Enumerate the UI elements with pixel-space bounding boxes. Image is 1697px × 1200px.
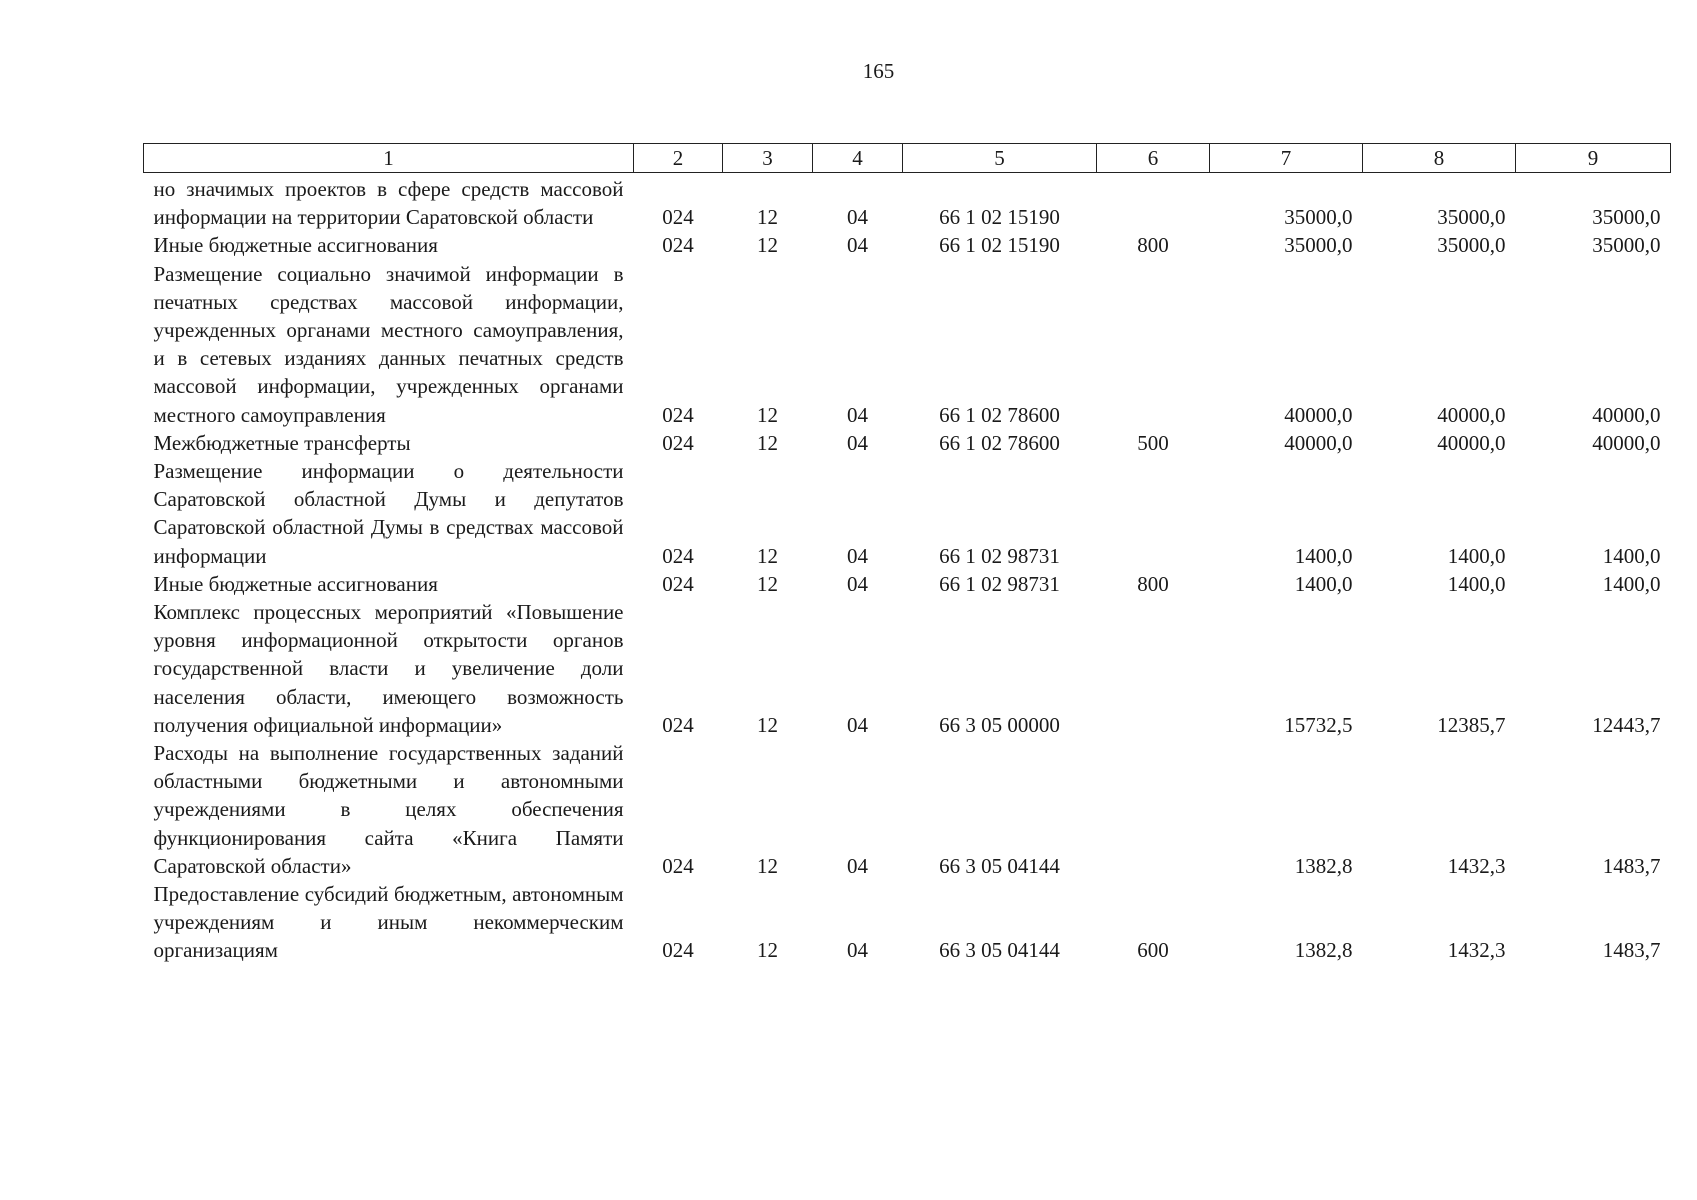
table-row xyxy=(144,457,1671,570)
row-amount-8-cell: 12385,7 xyxy=(1437,712,1506,737)
row-name-cell: но значимых проектов в сфере средств массовой информации на территории Саратовской области xyxy=(153,177,624,230)
row-code-6-cell xyxy=(1097,173,1210,232)
row-code-6-cell xyxy=(1097,739,1210,880)
row-code-3-cell: 12 xyxy=(757,233,778,258)
row-amount-8-cell: 1432,3 xyxy=(1447,938,1506,963)
row-amount-8-cell: 40000,0 xyxy=(1437,430,1506,455)
row-code-5-cell: 66 3 05 04144 xyxy=(939,853,1060,878)
table-row xyxy=(144,231,1671,259)
table-row xyxy=(144,739,1671,880)
row-name-cell: Иные бюджетные ассигнования xyxy=(153,571,438,596)
row-code-6-cell: 600 xyxy=(1137,938,1169,963)
row-amount-9-cell: 12443,7 xyxy=(1592,712,1661,737)
column-header-9: 9 xyxy=(1516,144,1671,173)
row-amount-8-cell: 1400,0 xyxy=(1447,571,1506,596)
row-code-6-cell: 800 xyxy=(1137,233,1169,258)
row-code-5-cell: 66 1 02 78600 xyxy=(939,430,1060,455)
row-amount-7-cell: 35000,0 xyxy=(1284,205,1353,230)
row-code-6-cell xyxy=(1097,598,1210,739)
row-amount-7-cell: 40000,0 xyxy=(1284,430,1353,455)
table-row xyxy=(144,598,1671,739)
row-code-3-cell: 12 xyxy=(757,402,778,427)
row-amount-9-cell: 35000,0 xyxy=(1592,233,1661,258)
row-code-5-cell: 66 3 05 04144 xyxy=(939,938,1060,963)
column-header-1: 1 xyxy=(144,144,634,173)
table-body xyxy=(144,173,1671,965)
row-name-cell: Межбюджетные трансферты xyxy=(153,430,411,455)
row-code-3-cell: 12 xyxy=(757,853,778,878)
row-code-3-cell: 12 xyxy=(757,205,778,230)
row-code-2-cell: 024 xyxy=(662,402,694,427)
row-code-2-cell: 024 xyxy=(662,571,694,596)
table-header xyxy=(144,144,1671,173)
row-code-6-cell xyxy=(1097,260,1210,429)
budget-table xyxy=(143,143,1671,965)
row-code-2-cell: 024 xyxy=(662,205,694,230)
column-header-2: 2 xyxy=(634,144,723,173)
row-amount-9-cell: 35000,0 xyxy=(1592,205,1661,230)
row-code-2-cell: 024 xyxy=(662,543,694,568)
column-header-6: 6 xyxy=(1097,144,1210,173)
row-code-4-cell: 04 xyxy=(847,233,868,258)
row-code-4-cell: 04 xyxy=(847,205,868,230)
row-code-5-cell: 66 1 02 15190 xyxy=(939,205,1060,230)
table-row xyxy=(144,570,1671,598)
row-amount-7-cell: 1400,0 xyxy=(1294,571,1353,596)
row-code-3-cell: 12 xyxy=(757,430,778,455)
row-code-2-cell: 024 xyxy=(662,430,694,455)
row-amount-9-cell: 1400,0 xyxy=(1602,543,1661,568)
row-amount-8-cell: 40000,0 xyxy=(1437,402,1506,427)
row-amount-7-cell: 40000,0 xyxy=(1284,402,1353,427)
row-amount-9-cell: 40000,0 xyxy=(1592,402,1661,427)
row-code-5-cell: 66 1 02 15190 xyxy=(939,233,1060,258)
row-code-2-cell: 024 xyxy=(662,853,694,878)
table-row xyxy=(144,880,1671,965)
row-amount-9-cell: 40000,0 xyxy=(1592,430,1661,455)
row-code-4-cell: 04 xyxy=(847,402,868,427)
row-code-4-cell: 04 xyxy=(847,430,868,455)
row-amount-9-cell: 1483,7 xyxy=(1602,853,1661,878)
row-code-6-cell: 500 xyxy=(1137,430,1169,455)
table-row xyxy=(144,173,1671,232)
header-row xyxy=(144,144,1671,173)
row-amount-8-cell: 1432,3 xyxy=(1447,853,1506,878)
row-amount-7-cell: 35000,0 xyxy=(1284,233,1353,258)
column-header-4: 4 xyxy=(813,144,903,173)
row-amount-8-cell: 1400,0 xyxy=(1447,543,1506,568)
row-name-cell: Иные бюджетные ассигнования xyxy=(153,233,438,258)
row-name-cell: Предоставление субсидий бюджетным, автономным учреждениям и иным некоммерческим организациям xyxy=(153,882,624,963)
table-row xyxy=(144,429,1671,457)
row-name-cell: Расходы на выполнение государственных заданий областными бюджетными и автономными учреждениями в целях обеспечения функционирования сайта «Книга Памяти Саратовской области» xyxy=(153,741,624,878)
row-name-cell: Размещение информации о деятельности Саратовской областной Думы и депутатов Саратовской областной Думы в средствах массовой информации xyxy=(153,459,624,568)
row-amount-7-cell: 1382,8 xyxy=(1294,853,1353,878)
row-code-4-cell: 04 xyxy=(847,938,868,963)
row-code-4-cell: 04 xyxy=(847,712,868,737)
row-amount-7-cell: 15732,5 xyxy=(1284,712,1353,737)
column-header-5: 5 xyxy=(903,144,1097,173)
row-code-5-cell: 66 1 02 78600 xyxy=(939,402,1060,427)
row-amount-9-cell: 1483,7 xyxy=(1602,938,1661,963)
row-name-cell: Размещение социально значимой информации в печатных средствах массовой информации, учрежденных органами местного самоуправления, и в сетевых изданиях данных печатных средств массовой информации, учрежденных органами местного самоуправления xyxy=(153,261,624,427)
row-code-5-cell: 66 1 02 98731 xyxy=(939,571,1060,596)
row-code-2-cell: 024 xyxy=(662,712,694,737)
row-name-cell: Комплекс процессных мероприятий «Повышение уровня информационной открытости органов государственной власти и увеличение доли населения области, имеющего возможность получения официальной информации» xyxy=(153,600,624,737)
row-code-6-cell: 800 xyxy=(1137,571,1169,596)
row-code-3-cell: 12 xyxy=(757,712,778,737)
row-code-4-cell: 04 xyxy=(847,853,868,878)
row-code-5-cell: 66 3 05 00000 xyxy=(939,712,1060,737)
row-code-5-cell: 66 1 02 98731 xyxy=(939,543,1060,568)
row-code-3-cell: 12 xyxy=(757,543,778,568)
row-amount-7-cell: 1400,0 xyxy=(1294,543,1353,568)
column-header-3: 3 xyxy=(723,144,813,173)
row-amount-8-cell: 35000,0 xyxy=(1437,233,1506,258)
page-number: 165 xyxy=(862,59,895,83)
row-code-2-cell: 024 xyxy=(662,233,694,258)
row-amount-9-cell: 1400,0 xyxy=(1602,571,1661,596)
row-amount-7-cell: 1382,8 xyxy=(1294,938,1353,963)
row-code-3-cell: 12 xyxy=(757,571,778,596)
row-code-4-cell: 04 xyxy=(847,571,868,596)
row-code-2-cell: 024 xyxy=(662,938,694,963)
row-code-3-cell: 12 xyxy=(757,938,778,963)
column-header-7: 7 xyxy=(1210,144,1363,173)
row-amount-8-cell: 35000,0 xyxy=(1437,205,1506,230)
column-header-8: 8 xyxy=(1363,144,1516,173)
table-row xyxy=(144,260,1671,429)
row-code-4-cell: 04 xyxy=(847,543,868,568)
row-code-6-cell xyxy=(1097,457,1210,570)
